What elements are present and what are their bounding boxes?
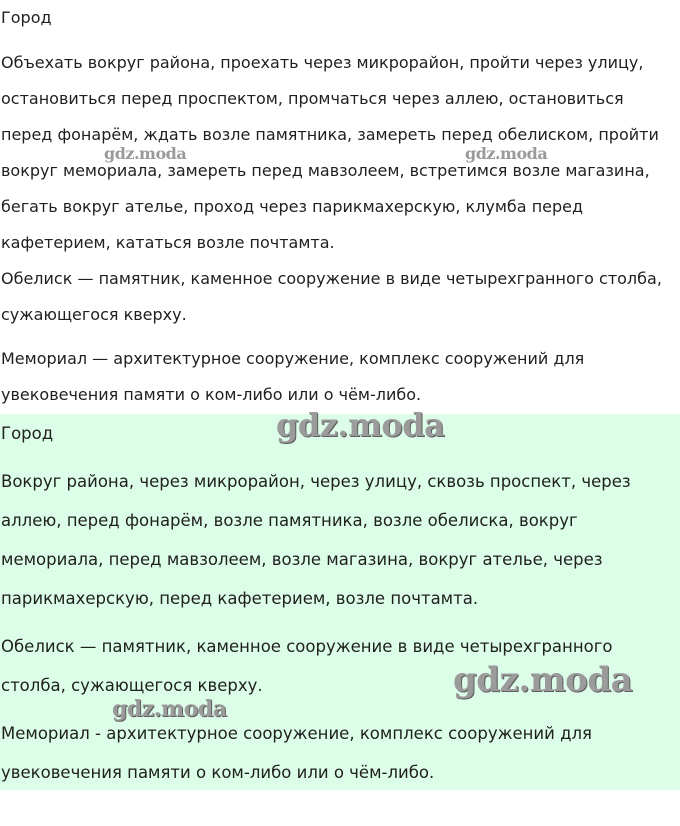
bottom-para1-line: Вокруг района, через микрорайон, через улицу, сквозь проспект, через <box>1 472 631 491</box>
bottom-para1-line: аллею, перед фонарём, возле памятника, возле обелиска, вокруг <box>1 511 578 530</box>
top-para1-line: Объехать вокруг района, проехать через микрорайон, пройти через улицу, <box>1 53 644 72</box>
bottom-para2-line: Обелиск — памятник, каменное сооружение в виде четырехгранного <box>1 637 613 656</box>
bottom-para3-line: увековечения памяти о ком-либо или о чём-либо. <box>1 763 435 782</box>
bottom-para1-line: парикмахерскую, перед кафетерием, возле почтамта. <box>1 589 479 608</box>
top-para3-line: увековечения памяти о ком-либо или о чём-либо. <box>1 385 422 404</box>
watermark: gdz.moda <box>276 406 445 444</box>
watermark: gdz.moda <box>112 696 227 722</box>
top-heading: Город <box>1 8 52 27</box>
top-para1-line: перед фонарём, ждать возле памятника, замереть перед обелиском, пройти <box>1 125 659 144</box>
bottom-para3-line: Мемориал - архитектурное сооружение, комплекс сооружений для <box>1 724 592 743</box>
bottom-para1-line: мемориала, перед мавзолеем, возле магазина, вокруг ателье, через <box>1 550 603 569</box>
watermark: gdz.moda <box>465 144 548 163</box>
top-para3-line: Мемориал — архитектурное сооружение, комплекс сооружений для <box>1 349 585 368</box>
bottom-para2-line: столба, сужающегося кверху. <box>1 676 263 695</box>
top-para1-line: вокруг мемориала, замереть перед мавзолеем, встретимся возле магазина, <box>1 161 650 180</box>
answer-section <box>0 406 680 790</box>
top-para1-line: остановиться перед проспектом, промчаться через аллею, остановиться <box>1 89 624 108</box>
top-para1-line: кафетерием, кататься возле почтамта. <box>1 233 335 252</box>
bottom-heading: Город <box>1 424 54 443</box>
watermark: gdz.moda <box>453 660 633 700</box>
watermark: gdz.moda <box>104 144 187 163</box>
top-para1-line: бегать вокруг ателье, проход через парикмахерскую, клумба перед <box>1 197 584 216</box>
top-para2-line: сужающегося кверху. <box>1 305 187 324</box>
top-para2-line: Обелиск — памятник, каменное сооружение в виде четырехгранного столба, <box>1 269 662 288</box>
